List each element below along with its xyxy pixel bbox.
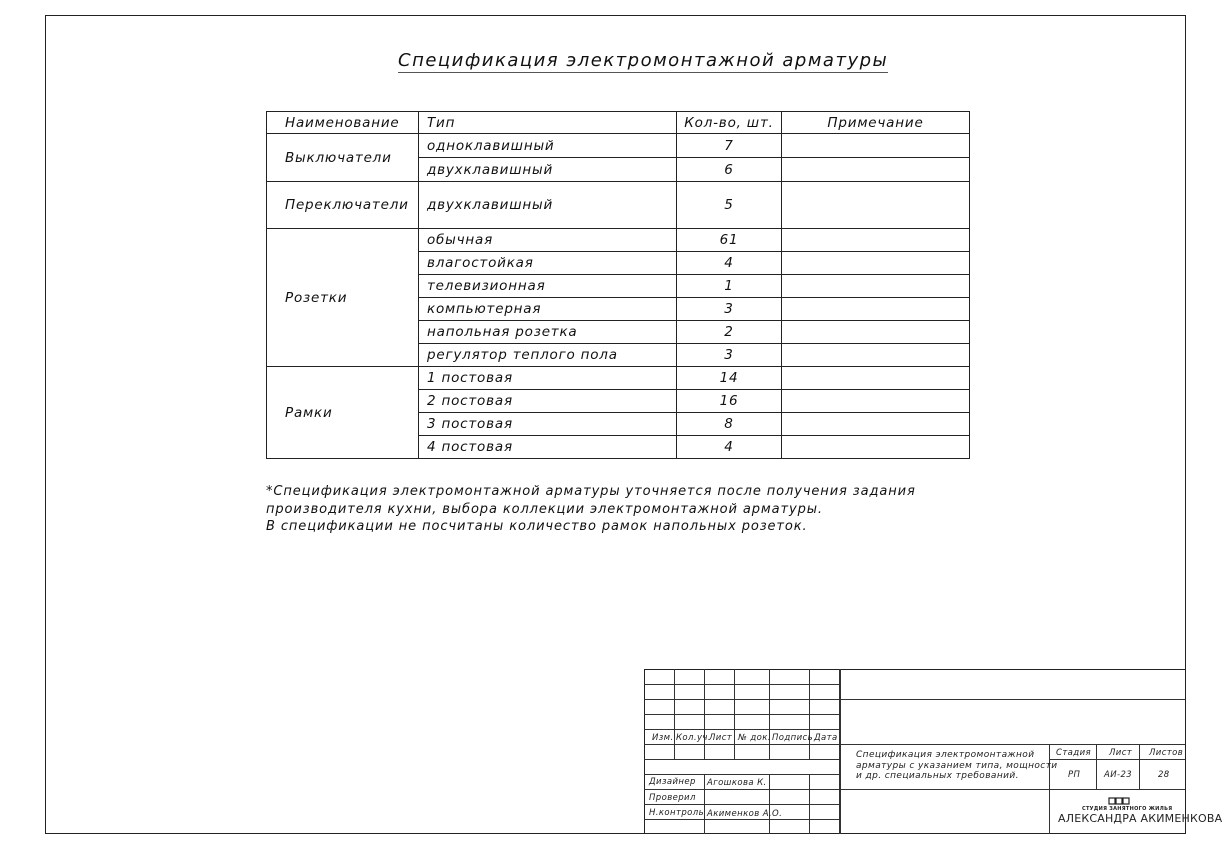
stamp-stage-label: Стадия [1056,748,1092,758]
group-name-cell: Выключатели [267,134,419,182]
quantity-cell: 16 [677,390,782,413]
stamp-grid-line [769,774,770,834]
quantity-cell: 5 [677,182,782,229]
type-cell: 1 постовая [419,367,677,390]
type-cell: 4 постовая [419,436,677,459]
note-cell [782,229,970,252]
note-cell [782,436,970,459]
table-row [267,367,970,390]
footnote-line: В спецификации не посчитаны количество рамок напольных розеток. [266,519,808,534]
stamp-name-control: Акименков А.О. [707,809,783,819]
document-title: Спецификация электромонтажной арматуры [398,50,889,71]
stamp-grid-line [769,669,770,759]
note-cell [782,275,970,298]
type-cell: 3 постовая [419,413,677,436]
note-cell [782,321,970,344]
stamp-grid-line [644,819,840,820]
note-cell [782,252,970,275]
note-cell [782,344,970,367]
stamp-sheets-label: Листов [1149,748,1184,758]
header-name: Наименование [267,112,419,134]
stamp-col-kolich: Кол.уч. [676,733,711,743]
stamp-grid-line [704,774,705,834]
stamp-col-date: Дата [814,733,838,743]
quantity-cell: 1 [677,275,782,298]
note-cell [782,182,970,229]
stamp-role-control: Н.контроль [649,808,704,818]
stamp-col-izm: Изм. [652,733,674,743]
note-cell [782,367,970,390]
quantity-cell: 4 [677,436,782,459]
stamp-grid-line [1139,744,1140,789]
type-cell: напольная розетка [419,321,677,344]
studio-logo-icon [1108,797,1130,806]
stamp-sheets-value: 28 [1158,770,1170,780]
footnote [266,483,916,536]
quantity-cell: 4 [677,252,782,275]
type-cell: влагостойкая [419,252,677,275]
header-note: Примечание [782,112,970,134]
stamp-grid-line [644,789,840,790]
stamp-col-doc: № док. [738,733,771,743]
specification-table [266,111,970,459]
stamp-description-line: арматуры с указанием типа, мощности [856,760,1058,771]
stamp-grid-line [839,669,841,834]
stamp-role-checker: Проверил [649,793,696,803]
stamp-stage-value: РП [1068,770,1081,780]
note-cell [782,390,970,413]
type-cell: двухклавишный [419,182,677,229]
quantity-cell: 3 [677,298,782,321]
table-row [267,182,970,229]
table-row [267,134,970,158]
studio-logo-caption: СТУДИЯ ЗАНЯТНОГО ЖИЛЬЯ [1082,806,1173,812]
stamp-description [856,750,1058,782]
stamp-grid-line [644,774,840,775]
group-name-cell: Рамки [267,367,419,459]
note-cell [782,413,970,436]
type-cell: двухклавишный [419,158,677,182]
stamp-grid-line [644,759,840,760]
quantity-cell: 14 [677,367,782,390]
stamp-grid-line [839,744,1185,745]
quantity-cell: 3 [677,344,782,367]
type-cell: телевизионная [419,275,677,298]
stamp-sheet-value: АИ-23 [1104,770,1133,780]
type-cell: регулятор теплого пола [419,344,677,367]
group-name-cell: Розетки [267,229,419,367]
studio-logo-name: АЛЕКСАНДРА АКИМЕНКОВА [1058,812,1222,825]
stamp-col-sign: Подпись [772,733,814,743]
note-cell [782,298,970,321]
stamp-role-designer: Дизайнер [649,777,696,787]
stamp-col-list: Лист [709,733,733,743]
footnote-line: *Спецификация электромонтажной арматуры уточняется после получения задания [266,484,916,499]
stamp-grid-line [1049,759,1185,760]
footnote-line: производителя кухни, выбора коллекции электромонтажной арматуры. [266,501,823,517]
stamp-grid-line [839,789,1185,790]
stamp-grid-line [674,669,675,759]
table-header-row [267,112,970,134]
stamp-description-line: Спецификация электромонтажной [856,750,1035,760]
table-row [267,229,970,252]
type-cell: одноклавишный [419,134,677,158]
quantity-cell: 6 [677,158,782,182]
type-cell: обычная [419,229,677,252]
note-cell [782,134,970,158]
header-qty: Кол-во, шт. [677,112,782,134]
stamp-grid-line [839,699,1185,700]
note-cell [782,158,970,182]
stamp-grid-line [1096,744,1097,789]
quantity-cell: 7 [677,134,782,158]
stamp-grid-line [644,804,840,805]
stamp-sheet-label: Лист [1109,748,1133,758]
stamp-description-line: и др. специальных требований. [856,771,1019,781]
type-cell: компьютерная [419,298,677,321]
stamp-grid-line [734,669,735,759]
stamp-grid-line [809,774,810,834]
type-cell: 2 постовая [419,390,677,413]
group-name-cell: Переключатели [267,182,419,229]
quantity-cell: 61 [677,229,782,252]
quantity-cell: 8 [677,413,782,436]
quantity-cell: 2 [677,321,782,344]
stamp-grid-line [704,669,705,759]
stamp-grid-line [809,669,810,759]
stamp-name-designer: Агошкова К. [707,778,767,788]
header-type: Тип [419,112,677,134]
